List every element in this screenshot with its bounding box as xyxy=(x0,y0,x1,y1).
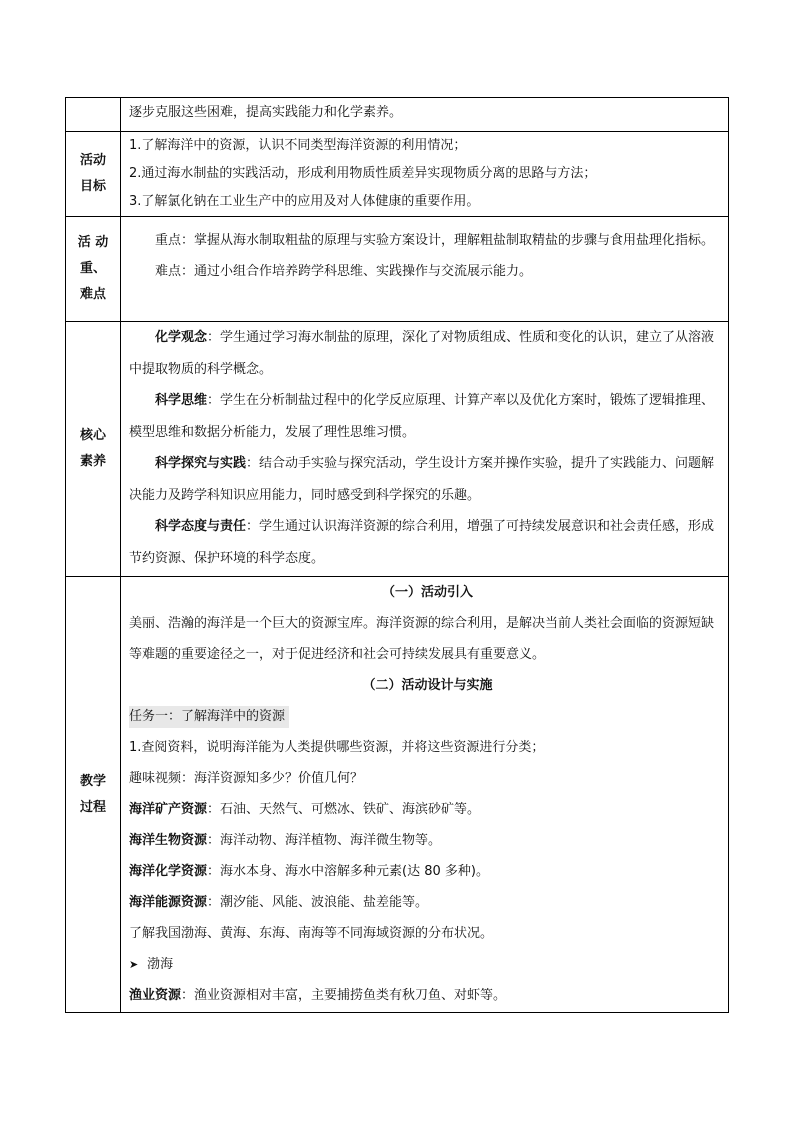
literacy-term: 科学探究与实践 xyxy=(155,456,247,471)
fishery-text: ：渔业资源相对丰富，主要捕捞鱼类有秋刀鱼、对虾等。 xyxy=(181,988,507,1003)
label-line-2: 过程 xyxy=(79,799,106,815)
focus-text: 重点：掌握从海水制取粗盐的原理与实验方案设计，理解粗盐制取精盐的步骤与食用盐理化指标。 xyxy=(155,233,715,248)
resource-term: 海洋化学资源 xyxy=(129,864,208,879)
row-content xyxy=(121,98,729,132)
label-line-2: 素养 xyxy=(79,454,106,469)
literacy-term: 科学态度与责任 xyxy=(155,519,247,534)
row-label-empty xyxy=(66,98,121,132)
goal-item: 1.了解海洋中的资源，认识不同类型海洋资源的利用情况； xyxy=(129,138,467,153)
resource-term: 海洋矿产资源 xyxy=(129,802,208,817)
label-line-1: 活动 xyxy=(79,153,106,168)
row-key-points xyxy=(66,217,729,322)
literacy-text: ：学生通过认识海洋资源的综合利用，增强了可持续发展意识和社会责任感，形成节约资源、保护环境的科学态度。 xyxy=(129,519,715,566)
label-line-3: 难点 xyxy=(79,287,106,302)
literacy-term: 化学观念 xyxy=(155,330,208,345)
section-title: （二）活动设计与实施 xyxy=(362,678,493,693)
literacy-content xyxy=(121,322,729,577)
difficulty-text: 难点：通过小组合作培养跨学科思维、实践操作与交流展示能力。 xyxy=(155,264,533,279)
fishery-term: 渔业资源 xyxy=(129,988,182,1003)
label-activity-goals xyxy=(66,132,121,217)
row-intro-continuation xyxy=(66,98,729,132)
video-text: 趣味视频：海洋资源知多少？价值几何？ xyxy=(129,771,364,786)
goal-item: 2.通过海水制盐的实践活动，形成利用物质性质差异实现物质分离的思路与方法； xyxy=(129,166,597,181)
resource-item xyxy=(129,856,726,887)
resource-text: ：海水本身、海水中溶解多种元素(达 80 多种)。 xyxy=(207,864,489,879)
row-activity-goals xyxy=(66,132,729,217)
goal-item: 3.了解氯化钠在工业生产中的应用及对人体健康的重要作用。 xyxy=(129,194,480,209)
continuation-text: 逐步克服这些困难，提高实践能力和化学素养。 xyxy=(129,105,403,120)
literacy-text: ：学生通过学习海水制盐的原理，深化了对物质组成、性质和变化的认识，建立了从溶液中提取物质的科学概念。 xyxy=(129,330,715,377)
resource-text: ：海洋动物、海洋植物、海洋微生物等。 xyxy=(207,833,442,848)
literacy-term: 科学思维 xyxy=(155,393,208,408)
literacy-item xyxy=(129,322,726,385)
process-content xyxy=(121,577,729,1013)
lesson-plan-table xyxy=(65,97,729,1013)
region-bullet xyxy=(129,949,726,980)
resource-text: ：潮汐能、风能、波浪能、盐差能等。 xyxy=(207,895,429,910)
row-core-literacy xyxy=(66,322,729,577)
literacy-item xyxy=(129,511,726,574)
label-teaching-process xyxy=(66,577,121,1013)
arrow-bullet-icon: ➤ xyxy=(129,958,139,971)
row-teaching-process xyxy=(66,577,729,1013)
label-line-1: 活 动 xyxy=(77,235,109,250)
resource-item xyxy=(129,887,726,918)
step-text: 1.查阅资料，说明海洋能为人类提供哪些资源，并将这些资源进行分类； xyxy=(129,740,545,755)
resource-item xyxy=(129,825,726,856)
literacy-item xyxy=(129,448,726,511)
label-line-1: 核心 xyxy=(79,428,106,443)
task-heading xyxy=(129,701,726,732)
region-name: 渤海 xyxy=(147,957,174,972)
resource-term: 海洋能源资源 xyxy=(129,895,208,910)
label-core-literacy xyxy=(66,322,121,577)
regions-intro: 了解我国渤海、黄海、东海、南海等不同海域资源的分布状况。 xyxy=(129,926,494,941)
label-key-points xyxy=(66,217,121,322)
task-title: 任务一：了解海洋中的资源 xyxy=(129,706,289,728)
resource-term: 海洋生物资源 xyxy=(129,833,208,848)
key-points-content xyxy=(121,217,729,322)
section-title: （一）活动引入 xyxy=(381,585,473,600)
literacy-item xyxy=(129,385,726,448)
resource-item xyxy=(129,794,726,825)
fishery-item xyxy=(129,980,726,1011)
intro-text: 美丽、浩瀚的海洋是一个巨大的资源宝库。海洋资源的综合利用，是解决当前人类社会面临的资源短缺等难题的重要途径之一，对于促进经济和社会可持续发展具有重要意义。 xyxy=(129,616,715,662)
literacy-text: ：结合动手实验与探究活动，学生设计方案并操作实验，提升了实践能力、问题解决能力及跨学科知识应用能力，同时感受到科学探究的乐趣。 xyxy=(129,456,715,503)
literacy-text: ：学生在分析制盐过程中的化学反应原理、计算产率以及优化方案时，锻炼了逻辑推理、模型思维和数据分析能力，发展了理性思维习惯。 xyxy=(129,393,715,440)
label-line-2: 目标 xyxy=(79,179,106,194)
goals-content xyxy=(121,132,729,217)
label-line-1: 教学 xyxy=(79,773,106,789)
resource-text: ：石油、天然气、可燃冰、铁矿、海滨砂矿等。 xyxy=(207,802,481,817)
label-line-2: 重、 xyxy=(79,261,106,276)
